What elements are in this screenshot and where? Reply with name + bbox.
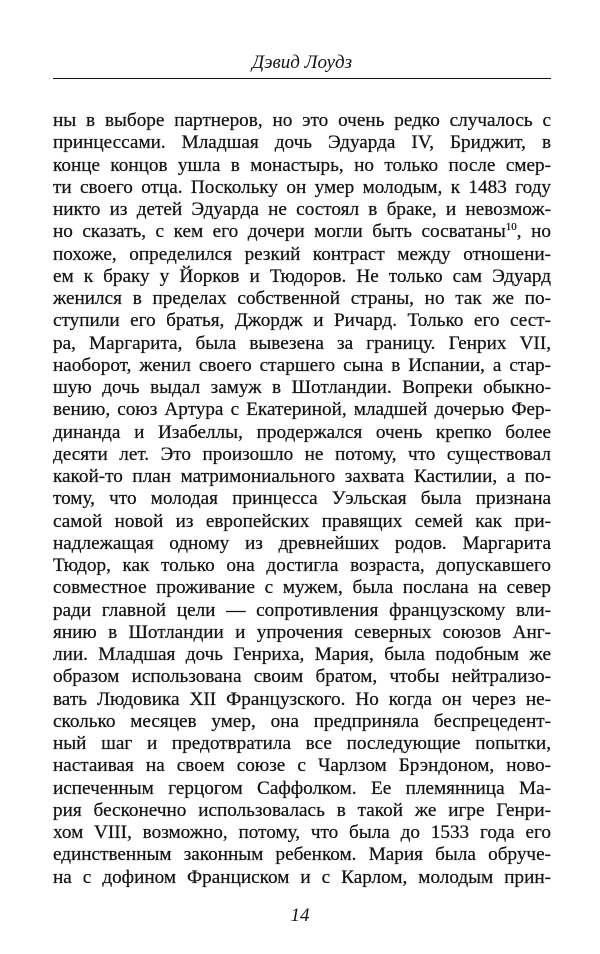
page-number: 14 [290,905,310,926]
running-head-author: Дэвид Лоудз [252,52,352,73]
footnote-reference[interactable]: 10 [505,221,517,234]
text-line: никто из детей Эдуарда не состоял в браке, и невозмож- [53,199,551,220]
text-line [53,221,551,243]
text-line: десяти лет. Это произошло не потому, что существовал [53,443,551,465]
text-line: рия бесконечно использовалась в такой же игре Генри- [53,799,551,821]
text-line: сколько месяцев умер, она предприняла беспрецедент- [53,710,551,732]
body-text [53,110,551,889]
text-line: лии. Младшая дочь Генриха, Мария, была подобным же [53,644,551,665]
text-line: динанда и Изабеллы, продержался очень крепко более [53,421,551,443]
text-line: похоже, определился резкий контраст между отношени- [53,243,551,265]
text-line: надлежащая одному из древнейших родов. Маргарита [53,532,551,554]
text-line: на с дофином Франциском и с Карлом, молодым прин- [53,866,551,888]
text-line: настаивая на своем союзе с Чарлзом Брэндоном, ново- [53,755,551,777]
text-line: ны в выборе партнеров, но это очень редко случалось с [53,110,551,131]
text-line: принцессами. Младшая дочь Эдуарда IV, Бриджит, в [53,132,551,154]
text-line: шую дочь выдал замуж в Шотландии. Вопреки обыкно- [53,377,551,398]
text-line: какой-то план матримониального захвата Кастилии, а по- [53,466,551,487]
header-rule [53,78,551,79]
text-line: янию в Шотландии и упрочения северных союзов Анг- [53,621,551,643]
text-line: ти своего отца. Поскольку он умер молодым, к 1483 году [53,176,551,198]
text-line: тому, что молодая принцесса Уэльская была признана [53,488,551,510]
text-line: наоборот, женил своего старшего сына в Испании, а стар- [53,354,551,376]
text-line: хом VIII, возможно, потому, что была до 1533 года его [53,822,551,843]
text-line: ради главной цели — сопротивления французскому вли- [53,599,551,621]
text-line: единственным законным ребенком. Мария была обруче- [53,844,551,866]
text-line: образом использована своим братом, чтобы нейтрализо- [53,666,551,688]
text-line: вать Людовика XII Французского. Но когда он через не- [53,688,551,710]
text-line: Тюдор, как только она достигла возраста, допускавшего [53,555,551,576]
text-line: ный шаг и предотвратила все последующие попытки, [53,733,551,754]
text-line: женился в пределах собственной страны, но так же по- [53,288,551,309]
text-line: ра, Маргарита, была вывезена за границу. Генрих VII, [53,332,551,354]
text-line: совместное проживание с мужем, была послана на север [53,577,551,599]
text-line: ступили его братья, Джордж и Ричард. Только его сест- [53,310,551,332]
text-line: ем к браку у Йорков и Тюдоров. Не только сам Эдуард [53,265,551,287]
text-line: испеченным герцогом Саффолком. Ее племянница Ма- [53,777,551,799]
text-fragment: , но [516,221,551,243]
text-fragment: но сказать, с кем его дочери могли быть сосватаны [53,221,506,243]
text-line: самой новой из европейских правящих семей как при- [53,510,551,532]
text-line: вению, союз Артура с Екатериной, младшей дочерью Фер- [53,399,551,421]
text-line: конце концов ушла в монастырь, но только после смер- [53,154,551,176]
